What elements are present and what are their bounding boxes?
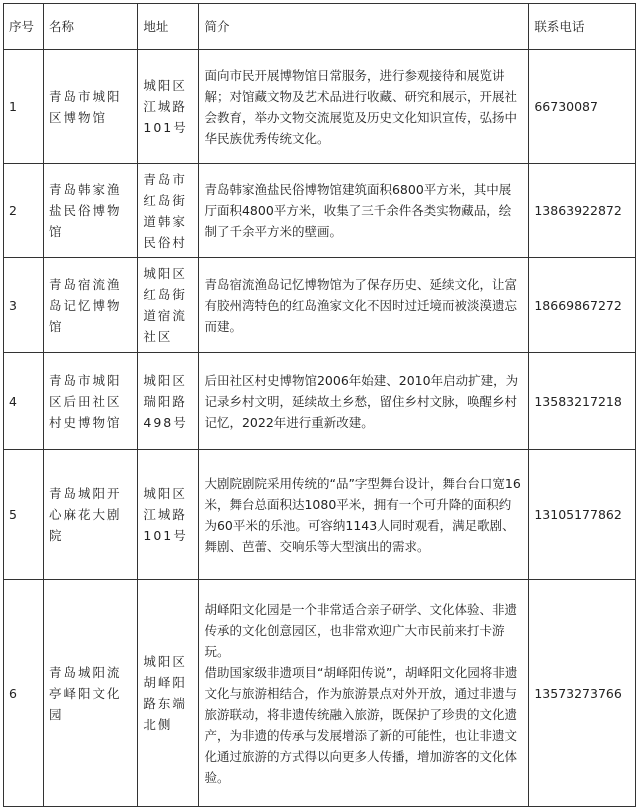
row-number: 3 (4, 258, 44, 353)
venue-intro (199, 450, 529, 580)
venue-intro (199, 50, 529, 164)
venue-phone: 13583217218 (529, 353, 636, 450)
venue-intro (199, 258, 529, 353)
venue-address: 城阳区江城路101号 (138, 50, 199, 164)
venue-address: 城阳区胡峄阳路东端北侧 (138, 580, 199, 807)
venue-address: 城阳区江城路101号 (138, 450, 199, 580)
table-row (4, 258, 636, 353)
venue-address: 青岛市红岛街道韩家民俗村 (138, 164, 199, 258)
venue-intro (199, 580, 529, 807)
header-no: 序号 (4, 4, 44, 50)
venue-intro (199, 353, 529, 450)
venue-name: 青岛韩家渔盐民俗博物馆 (43, 164, 137, 258)
venue-address: 城阳区瑞阳路498号 (138, 353, 199, 450)
header-name: 名称 (43, 4, 137, 50)
venue-address: 城阳区红岛街道宿流社区 (138, 258, 199, 353)
intro-paragraph: 面向市民开展博物馆日常服务，进行参观接待和展览讲解；对馆藏文物及艺术品进行收藏、研究和展示，开展社会教育，举办文物交流展览及历史文化知识宣传，弘扬中华民族优秀传统文化。 (204, 67, 517, 146)
header-phone: 联系电话 (529, 4, 636, 50)
table-row (4, 450, 636, 580)
intro-paragraph: 青岛宿流渔岛记忆博物馆为了保存历史、延续文化，让富有胶州湾特色的红岛渔家文化不因时过迁境而被淡漠遗忘而建。 (204, 276, 517, 334)
row-number: 5 (4, 450, 44, 580)
row-number: 6 (4, 580, 44, 807)
table-header-row (4, 4, 636, 50)
intro-paragraph: 借助国家级非遗项目“胡峄阳传说”，胡峄阳文化园将非遗文化与旅游相结合，作为旅游景点对外开放，通过非遗与旅游联动，将非遗传统融入旅游，既保护了珍贵的文化遗产，为非遗的传承与发展增添了新的可能性，也让非遗文化通过旅游的方式得以向更多人传播，增加游客的文化体验。 (204, 664, 518, 785)
intro-paragraph: 后田社区村史博物馆2006年始建、2010年启动扩建，为记录乡村文明，延续故土乡愁，留住乡村文脉，唤醒乡村记忆，2022年进行重新改建。 (204, 372, 519, 430)
venue-name: 青岛市城阳区后田社区村史博物馆 (43, 353, 137, 450)
intro-paragraph: 大剧院剧院采用传统的“品”字型舞台设计，舞台台口宽16米，舞台总面积达1080平米，拥有一个可升降的面积约为60平米的乐池。可容纳1143人同时观看，满足歌剧、舞剧、芭蕾、交响乐等大型演出的需求。 (204, 475, 521, 554)
venue-intro (199, 164, 529, 258)
table-row (4, 353, 636, 450)
venue-name: 青岛城阳开心麻花大剧院 (43, 450, 137, 580)
intro-paragraph: 青岛韩家渔盐民俗博物馆建筑面积6800平方米，其中展厅面积4800平方米，收集了三千余件各类实物藏品，绘制了千余平方米的壁画。 (204, 182, 512, 239)
row-number: 4 (4, 353, 44, 450)
venue-table (3, 3, 636, 807)
venue-name: 青岛市城阳区博物馆 (43, 50, 137, 164)
venue-phone: 66730087 (529, 50, 636, 164)
venue-name: 青岛城阳流亭峄阳文化园 (43, 580, 137, 807)
table-body (4, 50, 636, 807)
intro-paragraph: 胡峄阳文化园是一个非常适合亲子研学、文化体验、非遗传承的文化创意园区，也非常欢迎广大市民前来打卡游玩。 (204, 601, 517, 659)
table-row (4, 580, 636, 807)
header-intro: 简介 (199, 4, 529, 50)
row-number: 2 (4, 164, 44, 258)
row-number: 1 (4, 50, 44, 164)
venue-phone: 13573273766 (529, 580, 636, 807)
table-row (4, 50, 636, 164)
venue-name: 青岛宿流渔岛记忆博物馆 (43, 258, 137, 353)
table-row (4, 164, 636, 258)
header-address: 地址 (138, 4, 199, 50)
venue-phone: 13105177862 (529, 450, 636, 580)
venue-phone: 18669867272 (529, 258, 636, 353)
venue-phone: 13863922872 (529, 164, 636, 258)
